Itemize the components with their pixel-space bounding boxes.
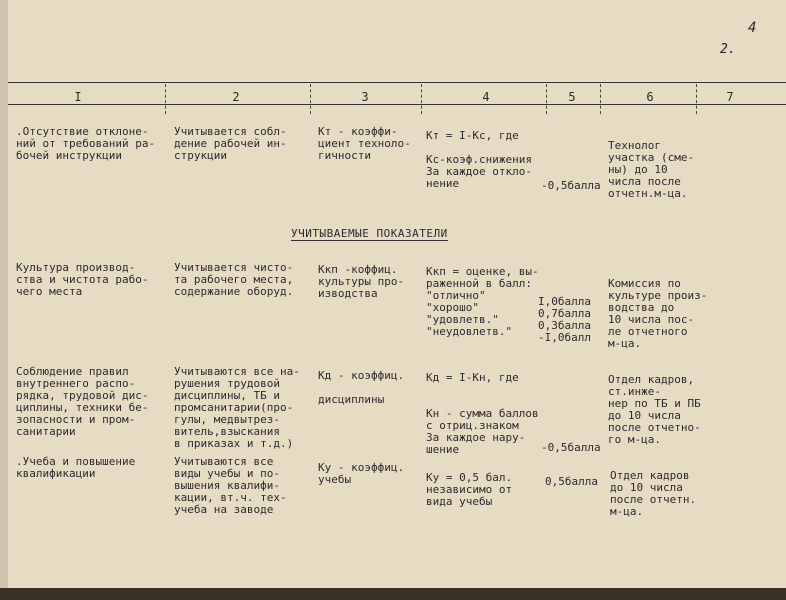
column-header-4: 4 <box>482 90 490 104</box>
row3-points: -0,5балла <box>541 441 601 454</box>
column-divider <box>696 84 697 114</box>
row2-responsible: Комиссия по культуре произ- водства до 10 числа пос- ле отчетного м-ца. <box>608 277 708 350</box>
row4-points: 0,5балла <box>545 475 598 488</box>
column-header-6: 6 <box>646 90 654 104</box>
column-divider <box>310 84 311 114</box>
row1-description: Учитывается собл- дение рабочей ин- струкции <box>174 125 287 162</box>
page-fold-shadow <box>0 0 8 600</box>
row2-indicator: Культура производ- ства и чистота рабо- чего места <box>16 261 149 298</box>
column-divider <box>165 84 166 114</box>
row2-formula: Ккп = оценке, вы- раженной в балл: "отлично" "хорошо" "удовлетв." "неудовлетв." <box>426 265 539 338</box>
column-header-1: I <box>74 90 82 104</box>
row2-points: I,0балла 0,7балла 0,3балла -I,0балл <box>538 295 591 344</box>
column-divider <box>600 84 601 114</box>
table-header-bottom-rule <box>8 104 786 105</box>
corner-mark: 4 <box>748 20 757 36</box>
row1-coefficient: Кт - коэффи- циент техноло- гичности <box>318 125 411 162</box>
column-header-7: 7 <box>726 90 734 104</box>
binder-edge <box>0 588 786 600</box>
row1-responsible: Технолог участка (сме- ны) до 10 числа после отчетн.м-ца. <box>608 139 695 200</box>
row4-coefficient: Ку - коэффиц. учебы <box>318 461 405 486</box>
row4-description: Учитываются все виды учебы и по- вышения квалифи- кации, вт.ч. тех- учеба на заводе <box>174 455 287 516</box>
row3-responsible: Отдел кадров, ст.инже- нер по ТБ и ПБ до 10 числа после отчетно- го м-ца. <box>608 373 701 446</box>
column-header-5: 5 <box>568 90 576 104</box>
table-header-top-rule <box>8 82 786 83</box>
row3-coefficient: Кд - коэффиц. дисциплины <box>318 369 405 406</box>
column-divider <box>546 84 547 114</box>
document-page <box>8 0 786 588</box>
row2-description: Учитывается чисто- та рабочего места, содержание оборуд. <box>174 261 294 298</box>
row4-formula: Ку = 0,5 бал. независимо от вида учебы <box>426 471 513 508</box>
column-divider <box>421 84 422 114</box>
row2-coefficient: Ккп -коффиц. культуры про- изводства <box>318 263 405 300</box>
row1-points: -0,5балла <box>541 179 601 192</box>
row3-indicator: Соблюдение правил внутреннего распо- рядка, трудовой дис- циплины, техники бе- зопасности и пром- санитарии <box>16 365 149 438</box>
row3-formula: Кд = I-Кн, где Кн - сумма баллов с отриц.знаком За каждое нару- шение <box>426 371 539 456</box>
row1-indicator: .Отсутствие отклоне- ний от требований ра- бочей инструкции <box>16 125 156 162</box>
column-header-3: 3 <box>361 90 369 104</box>
section-title: УЧИТЫВАЕМЫЕ ПОКАЗАТЕЛИ <box>291 227 448 240</box>
row4-indicator: .Учеба и повышение квалификации <box>16 455 136 480</box>
row4-responsible: Отдел кадров до 10 числа после отчетн. м-ца. <box>610 469 697 518</box>
page-number: 2. <box>720 42 736 57</box>
row1-formula: Кт = I-Кс, где Кс-коэф.снижения За каждое откло- нение <box>426 129 532 190</box>
column-header-2: 2 <box>232 90 240 104</box>
row3-description: Учитываются все на- рушения трудовой дисциплины, ТБ и промсанитарии(про- гулы, медвытрез- витель,взыскания в приказах и т.д.) <box>174 365 300 450</box>
